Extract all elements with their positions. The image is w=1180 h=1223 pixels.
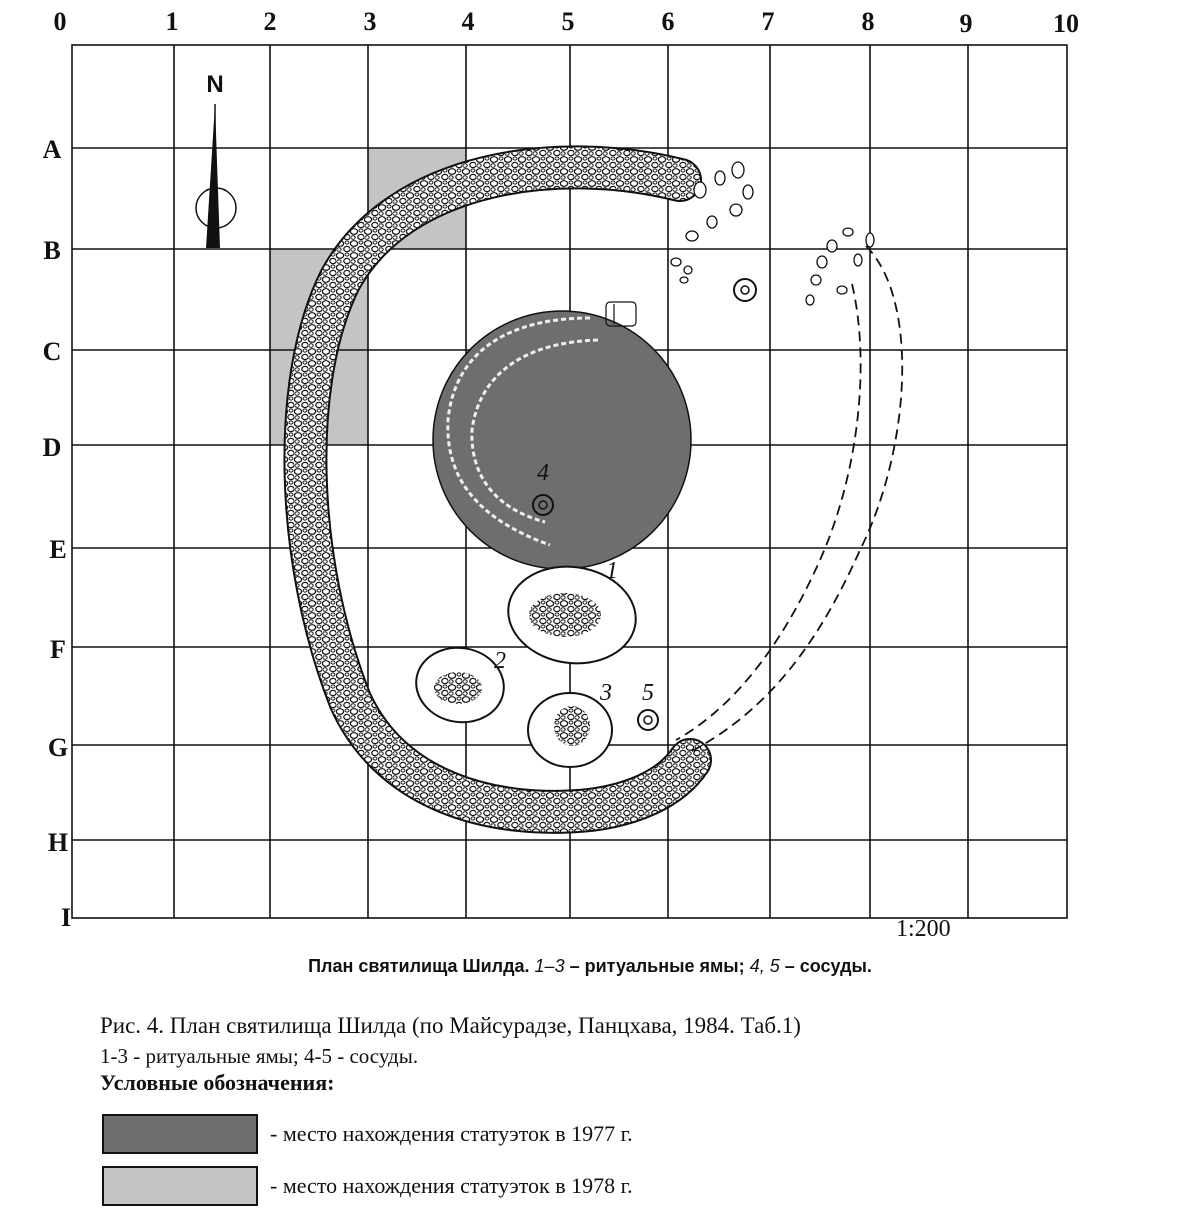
col-label: 3 [363, 7, 377, 36]
north-arrow-icon [196, 71, 236, 248]
pit-1 [502, 558, 642, 671]
plan-caption-title: План святилища Шилда. [308, 956, 530, 976]
col-label: 9 [959, 9, 973, 38]
pit-label: 1 [606, 558, 618, 584]
figure-subcaption: 1-3 - ритуальные ямы; 4-5 - сосуды. [100, 1044, 419, 1068]
plan-caption-range-1: 1–3 [534, 956, 565, 976]
scale-label: 1:200 [896, 916, 951, 942]
col-label: 4 [461, 7, 475, 36]
col-label: 6 [661, 7, 675, 36]
row-label: D [42, 433, 62, 462]
pit-label: 2 [494, 648, 506, 674]
row-label: F [50, 635, 66, 664]
plan-caption [0, 956, 1180, 977]
legend-swatch-light [102, 1166, 258, 1206]
row-labels [43, 135, 71, 932]
col-label: 7 [761, 7, 775, 36]
row-label: E [49, 535, 67, 564]
dashed-outline [676, 246, 902, 752]
plan-caption-text-1: – ритуальные ямы; [569, 956, 745, 976]
legend-swatch-dark [102, 1114, 258, 1154]
legend-item-1978 [102, 1164, 633, 1208]
legend-item-1977 [102, 1112, 633, 1156]
legend-label: - место нахождения статуэток в 1977 г. [270, 1121, 633, 1146]
vessel-label: 5 [642, 680, 654, 706]
column-labels [54, 7, 1080, 38]
col-label: 10 [1053, 9, 1079, 38]
legend-label: - место нахождения статуэток в 1978 г. [270, 1173, 633, 1198]
plan-caption-range-2: 4, 5 [749, 956, 780, 976]
col-label: 0 [53, 7, 67, 36]
vessel-unnumbered [734, 279, 756, 301]
vessel-5 [638, 680, 658, 730]
vessel-label: 4 [537, 460, 549, 486]
pit-2 [410, 641, 510, 729]
row-label: A [42, 135, 62, 164]
legend-title: Условные обозначения: [100, 1070, 335, 1095]
figure-caption: Рис. 4. План святилища Шилда (по Майсурадзе, Панцхава, 1984. Таб.1) [100, 1013, 801, 1038]
row-label: C [42, 337, 62, 366]
col-label: 8 [861, 7, 875, 36]
col-label: 5 [561, 7, 575, 36]
north-label: N [206, 71, 224, 98]
col-label: 1 [165, 7, 179, 36]
pit-3 [528, 680, 612, 767]
row-label: B [43, 236, 61, 265]
col-label: 2 [263, 7, 277, 36]
pit-label: 3 [600, 680, 612, 706]
row-label: H [47, 828, 69, 857]
scattered-stones [671, 162, 874, 305]
row-label: I [60, 903, 72, 932]
row-label: G [47, 733, 69, 762]
plan-caption-text-2: – сосуды. [784, 956, 872, 976]
